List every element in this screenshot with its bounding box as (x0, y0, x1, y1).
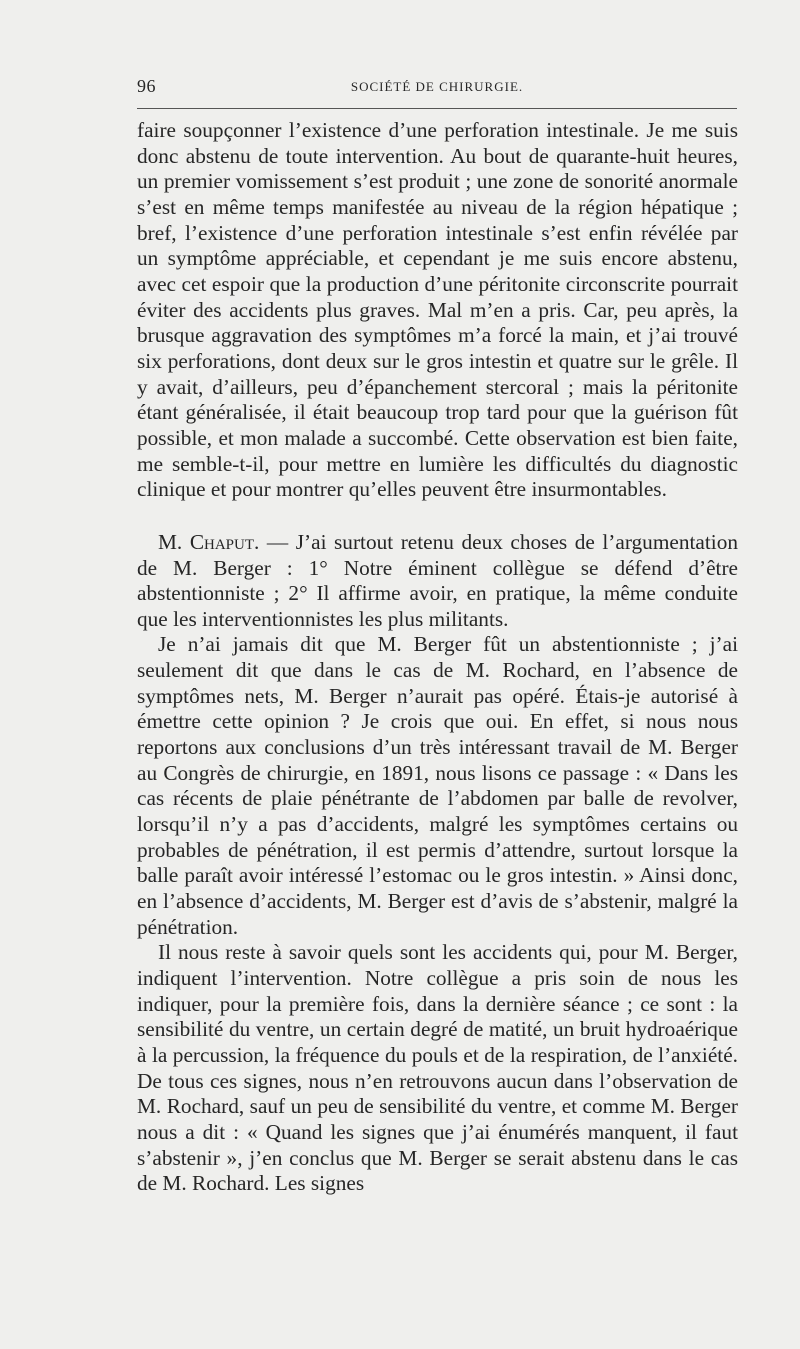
paragraph: Je n’ai jamais dit que M. Berger fût un abstentionniste ; j’ai seulement dit que dans le cas de M. Rochard, en l’absence de symptômes nets, M. Berger n’aurait pas opéré. Étais-je autorisé à émettre cette opinion ? Je crois que oui. En effet, si nous nous reportons aux conclusions d’un très intéressant travail de M. Berger au Congrès de chirurgie, en 1891, nous lisons ce passage : « Dans les cas récents de plaie pénétrante de l’abdomen par balle de revolver, lorsqu’il n’y a pas d’accidents, malgré les symptômes certains ou probables de pénétration, il est permis d’attendre, surtout lorsque la balle paraît avoir intéressé l’estomac ou le gros intestin. » Ainsi donc, en l’absence d’accidents, M. Berger est d’avis de s’abstenir, malgré la pénétration. (137, 632, 738, 939)
running-title: SOCIÉTÉ DE CHIRURGIE. (350, 79, 524, 94)
speaker-text: . — J’ai surtout retenu deux choses de l’argumentation de M. Berger : 1° Notre éminent collègue se défend d’être abstentionniste ; 2° Il affirme avoir, en pratique, la même conduite que les interventionnistes les plus militants. (137, 529, 738, 631)
page-header (137, 72, 737, 102)
header-rule (137, 108, 737, 109)
speaker-name: Chaput (189, 529, 255, 554)
paragraph-continued: faire soupçonner l’existence d’une perforation intestinale. Je me suis donc abstenu de toute intervention. Au bout de quarante-huit heures, un premier vomissement s’est produit ; une zone de sonorité anormale s’est en même temps manifestée au niveau de la région hépatique ; bref, l’existence d’une perforation intestinale s’est enfin révélée par un symptôme appréciable, et cependant je me suis encore abstenu, avec cet espoir que la production d’une péritonite circonscrite pourrait éviter des accidents plus graves. Mal m’en a pris. Car, peu après, la brusque aggravation des symptômes m’a forcé la main, et j’ai trouvé six perforations, dont deux sur le gros intestin et quatre sur le grêle. Il y avait, d’ailleurs, peu d’épanchement stercoral ; mais la péritonite étant généralisée, il était beaucoup trop tard pour que la guérison fût possible, et mon malade a succombé. Cette observation est bien faite, me semble-t-il, pour mettre en lumière les difficultés du diagnostic clinique et pour montrer qu’elles peuvent être insurmontables. (137, 118, 738, 502)
body-text (137, 118, 738, 1197)
paragraph-chaput (137, 530, 738, 633)
page-number: 96 (137, 76, 156, 96)
paragraph: Il nous reste à savoir quels sont les accidents qui, pour M. Berger, indiquent l’intervention. Notre collègue a pris soin de nous les indiquer, pour la première fois, dans la dernière séance ; ce sont : la sensibilité du ventre, un certain degré de matité, un bruit hydroaérique à la percussion, la fréquence du pouls et de la respiration, de l’anxiété. De tous ces signes, nous n’en retrouvons aucun dans l’observation de M. Rochard, sauf un peu de sensibilité du ventre, et comme M. Berger nous a dit : « Quand les signes que j’ai énumérés manquent, il faut s’abstenir », j’en conclus que M. Berger se serait abstenu dans le cas de M. Rochard. Les signes (137, 940, 738, 1196)
speaker-prefix: M. (158, 529, 190, 554)
